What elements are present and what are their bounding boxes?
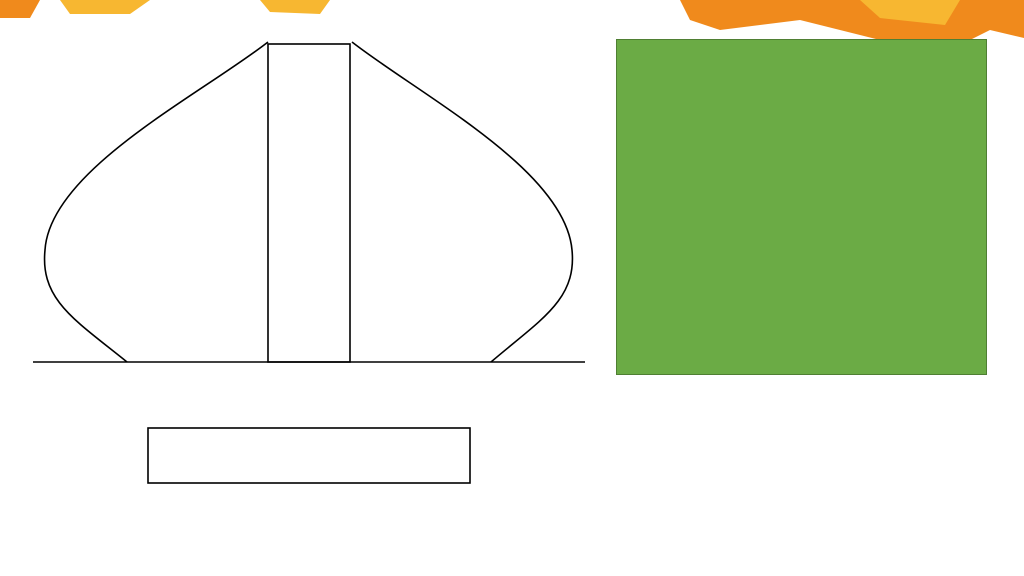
title-box (148, 428, 470, 483)
men-bulb-outline (45, 42, 268, 362)
age-column (268, 44, 350, 362)
women-bulb-outline (352, 42, 572, 362)
description-box (616, 39, 987, 375)
